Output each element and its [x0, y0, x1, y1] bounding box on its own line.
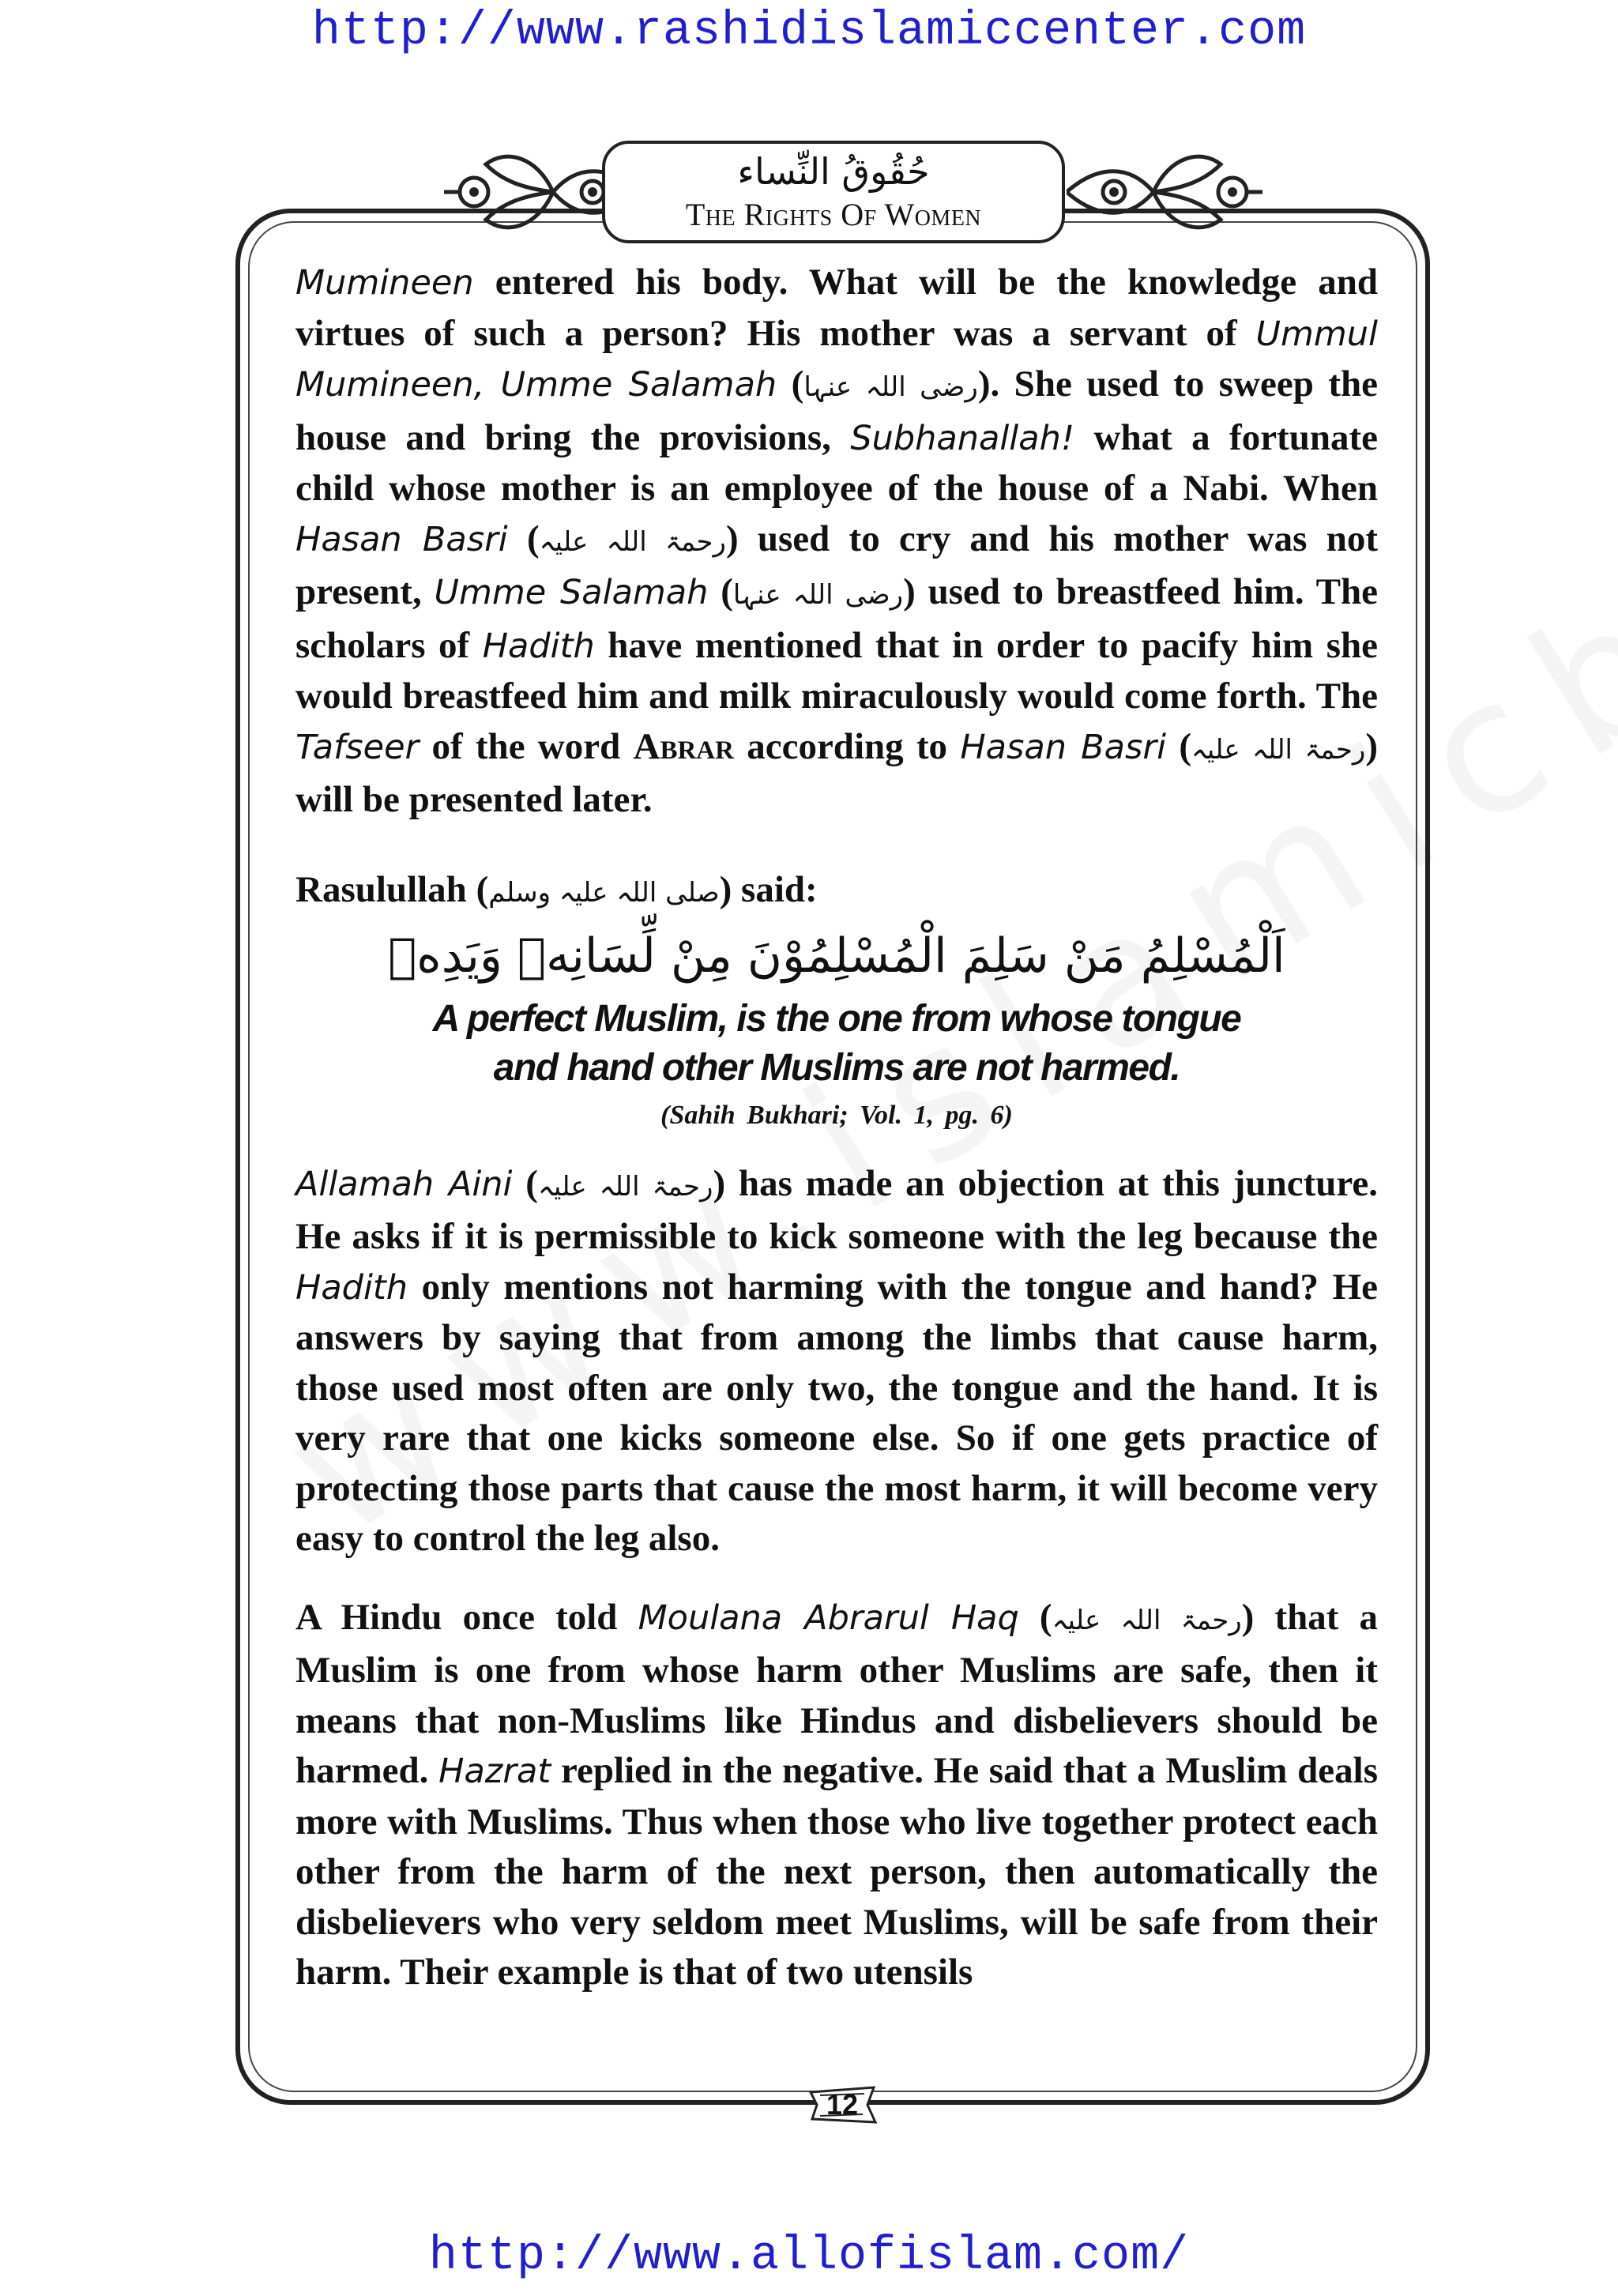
translation-line-2: and hand other Muslims are not harmed.	[493, 1046, 1180, 1089]
hadith-intro: Rasulullah (صلی اللہ علیہ وسلم) said:	[295, 868, 818, 910]
hadith-reference: (Sahih Bukhari; Vol. 1, pg. 6)	[660, 1100, 1013, 1130]
page-title-arabic: حُقُوقُ النِّساء	[737, 150, 930, 193]
page-number-badge	[806, 2084, 879, 2125]
paragraph-2: Allamah Aini (رحمۃ اللہ علیہ) has made an objection at this juncture. He asks if it is permissible to kick someone with the leg because the Hadith only mentions not harming with the tongue and hand? He answers by saying that from among the limbs that cause harm, those used most often are only two, the tongue and the hand. It is very rare that one kicks someone else. So if one gets practice of protecting those parts that cause the most harm, it will become very easy to control the leg also.	[295, 1162, 1378, 1559]
paragraph-3: A Hindu once told Moulana Abrarul Haq (رحمۃ اللہ علیہ) that a Muslim is one from whose harm other Muslims are safe, then it means that non-Muslims like Hindus and disbelievers should be harmed. Hazrat replied in the negative. He said that a Muslim deals more with Muslims. Thus when those who live together protect each other from the harm of the next person, then automatically the disbelievers who very seldom meet Muslims, will be safe from their harm. Their example is that of two utensils	[295, 1596, 1379, 1993]
hadith-translation	[295, 995, 1378, 1093]
ornament-right-icon	[1067, 133, 1264, 251]
paragraph-1: Mumineen entered his body. What will be the knowledge and virtues of such a person? His mother was a servant of Ummul Mumineen, Umme Salamah (رضی اللہ عنہا). She used to sweep the house and bring the provisions, Subhanallah! what a fortunate child whose mother is an employee of the house of a Nabi. When Hasan Basri (رحمۃ اللہ علیہ) used to cry and his mother was not present, Umme Salamah (رضی اللہ عنہا) used to breastfeed him. The scholars of Hadith have mentioned that in order to pacify him she would breastfeed him and milk miraculously would come forth. The Tafseer of the word Abrar according to Hasan Basri (رحمۃ اللہ علیہ) will be presented later.	[295, 262, 1379, 820]
page-title-box	[602, 141, 1065, 243]
top-url-link[interactable]: http://www.rashidislamiccenter.com	[311, 5, 1307, 58]
translation-line-1: A perfect Muslim, is the one from whose tongue	[432, 997, 1241, 1040]
page-title-english: The Rights Of Women	[685, 197, 982, 232]
main-content	[295, 258, 1378, 1998]
hadith-arabic-text: اَلْمُسْلِمُ مَنْ سَلِمَ الْمُسْلِمُوْنَ مِنْ لِّسَانِهٖ وَيَدِهٖ	[388, 928, 1285, 984]
page-number: 12	[826, 2088, 859, 2121]
bottom-url-link[interactable]: http://www.allofislam.com/	[428, 2230, 1190, 2283]
